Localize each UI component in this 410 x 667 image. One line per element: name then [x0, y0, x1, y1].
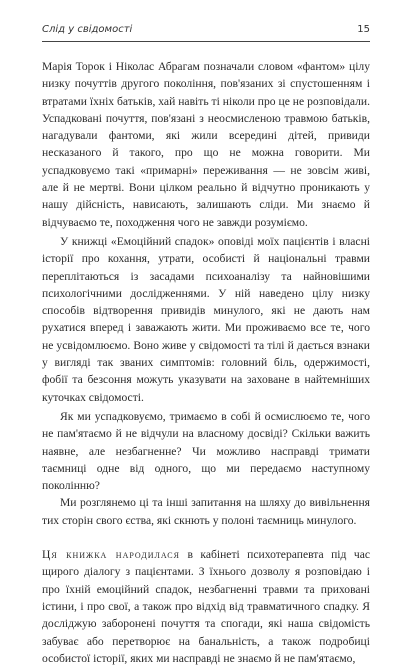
page-body [42, 58, 370, 667]
section-text: в кабінеті психотерапевта під час щирого діалогу з пацієнтами. З їхнього дозволу я розповідаю і про їхній емоційний спадок, незбагненні травми та приховані істини, і про свої, а також про відхід від травматичного спадку. Я досліджую заборонені почуття та спогади, які наша свідомість забуває або перетворює на банальність, а також подробиці особистої історії, яких ми насправді не знаємо й не пам'ятаємо, [42, 548, 370, 665]
paragraph: Ми розглянемо ці та інші запитання на шляху до вивільнення тих сторін свого єства, які скнють у полоні таємниць минулого. [42, 496, 370, 527]
running-title: Слід у свідомості [42, 24, 133, 35]
paragraph: Як ми успадковуємо, тримаємо в собі й осмислюємо те, чого не пам'ятаємо й не відчули на власному досвіді? Скільки важить наявне, але незбагненне? Чи можливо насправді тримати таємниці одне від одного, що ми передаємо наступному поколінню? [42, 409, 370, 493]
paragraph: У книжці «Емоційний спадок» оповіді моїх пацієнтів і власні історії про кохання, утрати, особисті й національні травми переплітаються із засадами психоаналізу та найновішими психологічними дослідженнями. У ній наведено цілу низку способів відтворення привидів минулого, які не дають нам рухатися вперед і заважають жити. Ми проживаємо все те, чого не усвідомлюємо. Воно живе у свідомості та тілі й дається взнаки у вигляді так званих симптомів: головний біль, одержимості, фобії та безсоння можуть указувати на заховане в найтемніших куточках свідомості. [42, 234, 370, 404]
section-lead-in: Ця книжка народилася [42, 548, 180, 562]
paragraph: Марія Торок і Ніколас Абрагам позначали словом «фантом» цілу низку почуттів другого покоління, пов'язаних зі спустошенням і втратами їхніх батьків, хай навіть ті ніколи про це не розповідали. Успадковані почуття, пов'язані з неосмисленою травмою батьків, нагадували фантоми, які жили всередині дітей, привиди несказаного й такого, про що не можна говорити. Ми успадковуємо такі «примарні» переживання — не зовсім живі, але й не мертві. Вони цілком реально й відчутно проникають у нашу дійсність, нависають, залишають сліди. Ми знаємо й відчуваємо те, походження чого не завжди розуміємо. [42, 60, 370, 229]
page-header [42, 21, 370, 42]
section-paragraph [42, 546, 370, 667]
page-number: 15 [357, 24, 370, 35]
